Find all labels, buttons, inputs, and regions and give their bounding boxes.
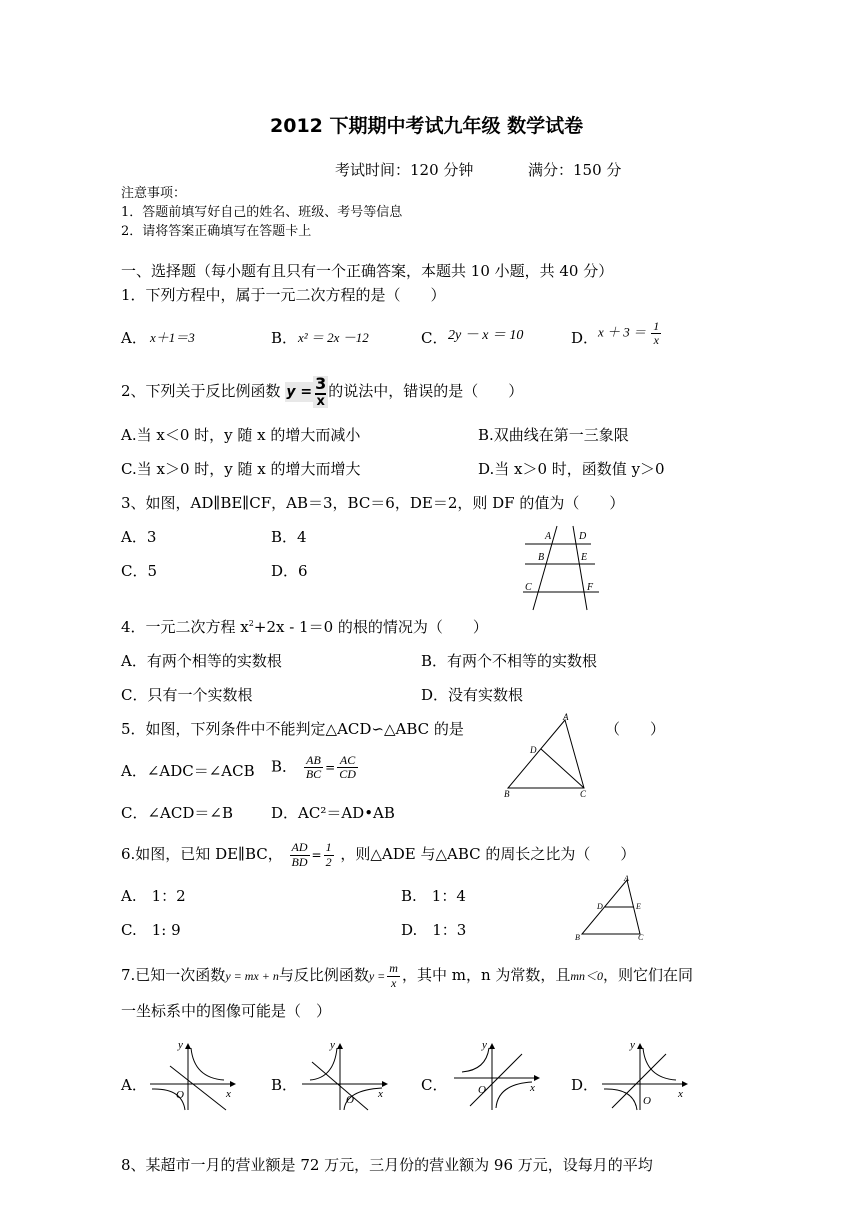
q6-half-den: 2: [325, 854, 332, 869]
q1-d-numerator: 1: [653, 319, 660, 333]
q6-stem-pre: 6.如图，已知 DE∥BC，: [121, 845, 283, 863]
q7-graph-d: [600, 1040, 692, 1112]
q1-option-d: [598, 320, 663, 347]
q7-stem-pre: 7.已知一次函数: [121, 966, 226, 984]
q2-stem-post: 的说法中，错误的是（ ）: [328, 382, 524, 400]
q1-option-c-label: C．: [421, 329, 448, 347]
q7-stem-line2: 一坐标系中的图像可能是（ ）: [121, 1002, 332, 1020]
section-heading: 一、选择题（每小题有且只有一个正确答案，本题共 10 小题，共 40 分）: [121, 262, 614, 280]
q2-option-b: B.双曲线在第一三象限: [478, 426, 629, 444]
page-title: 2012 下期期中考试九年级 数学试卷: [270, 115, 584, 137]
q4-stem-pre: 4．一元二次方程 x: [121, 618, 249, 636]
q7-inverse-fraction: [387, 962, 400, 989]
q7c-x-label: x: [530, 1082, 535, 1094]
q7-graph-c: [452, 1040, 544, 1112]
q5-b-left-num: AB: [304, 754, 323, 768]
q3-stem: 3、如图，AD∥BE∥CF，AB＝3，BC＝6，DE＝2，则 DF 的值为（ ）: [121, 494, 625, 512]
q7-inverse-func-lhs: y =: [368, 969, 386, 983]
q1-option-a: x＋1＝3: [150, 330, 195, 345]
q5-label-d: D: [530, 745, 537, 755]
q2-stem: [121, 372, 523, 411]
full-score: 满分：150 分: [528, 161, 622, 179]
q7b-x-label: x: [378, 1088, 383, 1100]
q3-label-b: B: [538, 552, 545, 563]
q2-option-a: A.当 x＜0 时，y 随 x 的增大而减小: [121, 426, 361, 444]
q2-y-eq: y =: [286, 384, 313, 400]
q8-stem: 8、某超市一月的营业额是 72 万元，三月份的营业额为 96 万元，设每月的平均: [121, 1156, 653, 1174]
q5-label-a: A: [563, 712, 569, 722]
q7d-x-label: x: [678, 1088, 683, 1100]
q1-stem: 1．下列方程中，属于一元二次方程的是（ ）: [121, 286, 446, 304]
q3-label-a: A: [545, 531, 552, 542]
q2-option-d: D.当 x＞0 时，函数值 y＞0: [478, 460, 665, 478]
q5-b-equals: =: [325, 760, 336, 775]
q3-label-c: C: [525, 582, 532, 593]
q7-linear-func: y = mx + n: [225, 969, 279, 983]
q6-ratio-den: BD: [291, 854, 308, 869]
q7c-origin-label: O: [478, 1084, 486, 1096]
q6-half-num: 1: [325, 840, 332, 855]
q2-fraction: [313, 373, 328, 409]
q5-label-b: B: [504, 789, 510, 799]
q5-b-left-den: BC: [305, 767, 322, 782]
q1-option-a-label: A．: [121, 329, 147, 347]
q3-parallel-lines-figure: [515, 524, 605, 612]
q7-inverse-den: x: [390, 975, 397, 990]
q2-option-c: C.当 x＞0 时，y 随 x 的增大而增大: [121, 460, 361, 478]
note-1: 1．答题前填写好自己的姓名、班级、考号等信息: [121, 205, 403, 220]
q1-d-denominator: x: [653, 333, 659, 348]
q2-numerator: 3: [315, 373, 327, 393]
q7a-y-label: y: [178, 1039, 183, 1051]
q3-option-d: D．6: [271, 562, 308, 580]
q1-d-lhs: x ＋ 3 ＝: [598, 324, 647, 340]
q1-option-b: x² ＝ 2x －12: [298, 330, 369, 345]
q1-option-b-label: B．: [271, 329, 298, 347]
q4-option-d: D．没有实数根: [421, 686, 524, 704]
q5-option-d: D．AC²＝AD•AB: [271, 804, 395, 822]
q3-option-b: B．4: [271, 528, 307, 546]
q3-option-c: C．5: [121, 562, 158, 580]
q7d-origin-label: O: [643, 1095, 651, 1107]
q5-b-right-den: CD: [339, 767, 356, 782]
q7-option-a-label: A．: [121, 1076, 147, 1094]
q7-option-b-label: B．: [271, 1076, 298, 1094]
q7a-origin-label: O: [176, 1089, 184, 1101]
q5-label-c: C: [580, 789, 587, 799]
q6-label-e: E: [636, 902, 641, 911]
exam-time: 考试时间：120 分钟: [335, 161, 474, 179]
q6-label-a: A: [624, 874, 629, 883]
q7b-origin-label: O: [346, 1094, 354, 1106]
q2-denominator: x: [316, 393, 325, 409]
q7-stem-line1: [121, 958, 693, 993]
q6-triangle-figure: [572, 876, 652, 942]
q6-equals: =: [311, 848, 322, 862]
q1-option-d-label: D．: [571, 329, 599, 347]
q7-graph-b: [300, 1040, 392, 1112]
q7-inverse-num: m: [389, 961, 398, 976]
q1-d-fraction: [651, 320, 661, 347]
q6-ratio-fraction: [290, 841, 310, 868]
q6-label-b: B: [575, 933, 580, 942]
q4-option-a: A．有两个相等的实数根: [121, 652, 282, 670]
q7a-x-label: x: [226, 1088, 231, 1100]
q7d-y-label: y: [630, 1039, 635, 1051]
q6-label-c: C: [638, 933, 644, 942]
q3-label-d: D: [579, 531, 587, 542]
q4-stem-post: +2x - 1＝0 的根的情况为（ ）: [253, 618, 488, 636]
q2-stem-pre: 2、下列关于反比例函数: [121, 382, 281, 400]
q7-option-d-label: D．: [571, 1076, 599, 1094]
q4-stem: [121, 620, 488, 635]
q7-graph-a: [148, 1040, 240, 1112]
q7-stem-end: ，则它们在同: [603, 966, 694, 984]
q6-option-c: C. 1: 9: [121, 921, 181, 939]
q5-b-left-fraction: [304, 754, 323, 781]
q6-option-d: D. 1：3: [401, 921, 467, 939]
q5-triangle-figure: [500, 712, 600, 798]
q7b-y-label: y: [330, 1039, 335, 1051]
q3-label-e: E: [581, 552, 588, 563]
note-2: 2．请将答案正确填写在答题卡上: [121, 224, 312, 239]
q7-stem-mid: 与反比例函数: [278, 966, 369, 984]
q1-option-c: 2y － x ＝ 10: [448, 328, 524, 343]
q5-b-right-num: AC: [337, 754, 358, 768]
q5-option-a: A．∠ADC＝∠ACB: [121, 762, 255, 780]
notes-title: 注意事项：: [121, 186, 187, 201]
q6-option-b: B. 1：4: [401, 887, 466, 905]
q6-half-fraction: [324, 841, 334, 868]
q4-superscript: 2: [248, 619, 254, 628]
q7-condition: mn＜0: [570, 969, 604, 983]
q6-ratio-num: AD: [291, 840, 308, 855]
q6-stem-post: ，则△ADE 与△ABC 的周长之比为（ ）: [340, 845, 636, 863]
q4-option-b: B．有两个不相等的实数根: [421, 652, 598, 670]
q5-answer-paren: （ ）: [605, 720, 666, 738]
q5-stem: 5．如图，下列条件中不能判定△ACD∽△ABC 的是: [121, 720, 464, 738]
q5-b-right-fraction: [337, 754, 358, 781]
q5-option-b-label: B．: [271, 757, 298, 776]
q6-label-d: D: [597, 902, 603, 911]
q7c-y-label: y: [482, 1039, 487, 1051]
q5-option-c: C．∠ACD＝∠B: [121, 804, 233, 822]
q6-option-a: A. 1：2: [121, 887, 186, 905]
q3-option-a: A．3: [121, 528, 157, 546]
q6-stem: [121, 837, 635, 872]
q5-option-b: [271, 754, 360, 781]
q4-option-c: C．只有一个实数根: [121, 686, 253, 704]
q3-label-f: F: [587, 582, 594, 593]
q7-option-c-label: C．: [421, 1076, 448, 1094]
q7-stem-post: ，其中 m，n 为常数，且: [401, 966, 571, 984]
